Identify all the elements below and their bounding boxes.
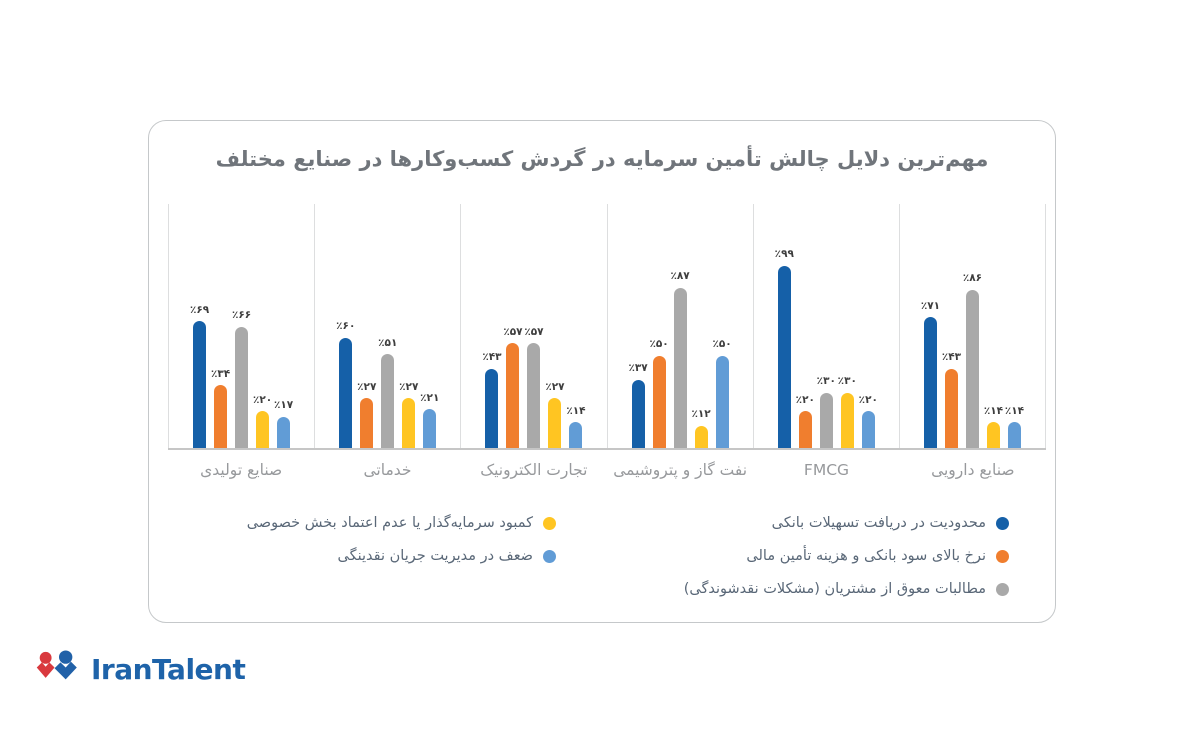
bar-series-4 bbox=[695, 426, 708, 448]
legend-dot-icon bbox=[543, 517, 556, 530]
bar-series-2 bbox=[799, 411, 812, 448]
category-label: خدماتی bbox=[363, 461, 412, 479]
bar-group-item bbox=[670, 270, 690, 448]
bar-series-5 bbox=[1008, 422, 1021, 448]
bar-group-item bbox=[189, 303, 210, 449]
bar-group-item bbox=[566, 404, 586, 448]
legend-column-left bbox=[247, 515, 556, 564]
chart-title: مهم‌ترین دلایل چالش تأمین سرمایه در گردش کسب‌وکارها در صنایع مختلف bbox=[215, 147, 989, 171]
bar-series-4 bbox=[548, 398, 561, 448]
bar-series-2 bbox=[214, 385, 227, 448]
bar-group-item bbox=[691, 408, 711, 448]
bar-series-1 bbox=[193, 321, 206, 448]
bar-value-label: ٪۲۰ bbox=[858, 393, 878, 406]
category-panel bbox=[607, 204, 753, 448]
legend-dot-icon bbox=[996, 550, 1009, 563]
bar-group-item bbox=[545, 380, 565, 448]
bar-group-item bbox=[858, 393, 878, 448]
bar-value-label: ٪۴۳ bbox=[941, 351, 962, 364]
bar-value-label: ٪۲۷ bbox=[357, 380, 377, 393]
bar-value-label: ٪۶۰ bbox=[336, 320, 356, 333]
chart-card bbox=[148, 120, 1056, 623]
bar-series-1 bbox=[924, 317, 937, 448]
irantalent-logo bbox=[36, 648, 245, 690]
category-panel bbox=[753, 204, 899, 448]
bar-series-1 bbox=[632, 380, 645, 448]
bar-value-label: ٪۲۰ bbox=[795, 393, 815, 406]
category-label: صنایع دارویی bbox=[931, 461, 1015, 479]
bar-group-item bbox=[336, 320, 356, 448]
bar-group-item bbox=[420, 391, 440, 448]
category-panel bbox=[314, 204, 460, 448]
bar-value-label: ٪۲۷ bbox=[399, 380, 419, 393]
bar-value-label: ٪۱۲ bbox=[691, 408, 711, 421]
bar-group-item bbox=[649, 338, 669, 448]
category-label: صنایع تولیدی bbox=[200, 461, 283, 479]
category-label: نفت گاز و پتروشیمی bbox=[613, 461, 748, 479]
legend-label: نرخ بالای سود بانکی و هزینه تأمین مالی bbox=[746, 548, 986, 564]
bar-series-4 bbox=[402, 398, 415, 448]
bar-group-item bbox=[252, 393, 273, 448]
bar-series-3 bbox=[235, 327, 248, 448]
bar-group-item bbox=[378, 336, 398, 448]
bar-series-2 bbox=[506, 343, 519, 448]
category-panel bbox=[168, 204, 314, 448]
bar-value-label: ٪۳۷ bbox=[628, 362, 648, 375]
bar-value-label: ٪۲۷ bbox=[545, 380, 565, 393]
bar-group-item bbox=[774, 248, 794, 448]
bar-series-3 bbox=[820, 393, 833, 448]
bar-group-item bbox=[795, 393, 815, 448]
bar-group-item bbox=[983, 404, 1004, 448]
person-icon-red-body bbox=[37, 662, 55, 678]
person-icon-blue-body bbox=[55, 662, 77, 680]
bar-value-label: ٪۳۰ bbox=[816, 375, 836, 388]
bar-value-label: ٪۵۰ bbox=[649, 338, 669, 351]
legend-column-right bbox=[684, 515, 1009, 597]
bar-series-5 bbox=[423, 409, 436, 448]
bar-group-item bbox=[210, 367, 231, 448]
bar-value-label: ٪۶۹ bbox=[189, 303, 210, 316]
bar-value-label: ٪۵۷ bbox=[524, 325, 544, 338]
bar-value-label: ٪۶۶ bbox=[231, 309, 252, 322]
bar-group-item bbox=[628, 362, 648, 448]
bar-series-2 bbox=[653, 356, 666, 448]
bar-group-item bbox=[524, 325, 544, 448]
legend-label: ضعف در مدیریت جریان نقدینگی bbox=[337, 548, 533, 564]
bar-value-label: ٪۱۴ bbox=[1004, 404, 1025, 417]
bar-group-item bbox=[962, 272, 983, 448]
bar-value-label: ٪۵۷ bbox=[503, 325, 523, 338]
bar-group-item bbox=[482, 351, 502, 448]
bar-series-1 bbox=[778, 266, 791, 448]
bar-group-item bbox=[941, 351, 962, 448]
category-panel bbox=[899, 204, 1046, 448]
bar-value-label: ٪۳۴ bbox=[210, 367, 231, 380]
category-label: FMCG bbox=[803, 461, 850, 479]
bar-value-label: ٪۱۴ bbox=[983, 404, 1004, 417]
category-labels-row bbox=[168, 461, 1046, 479]
legend-item bbox=[684, 515, 1009, 531]
category-label: تجارت الکترونیک bbox=[480, 461, 588, 479]
bar-series-3 bbox=[527, 343, 540, 448]
legend-item bbox=[684, 581, 1009, 597]
bar-group-item bbox=[816, 375, 836, 448]
bar-group-item bbox=[712, 338, 732, 448]
bar-group-item bbox=[920, 299, 941, 448]
bar-value-label: ٪۲۱ bbox=[420, 391, 440, 404]
bar-value-label: ٪۸۷ bbox=[670, 270, 690, 283]
bar-group-item bbox=[399, 380, 419, 448]
legend-label: کمبود سرمایه‌گذار یا عدم اعتماد بخش خصوصی bbox=[246, 515, 533, 531]
irantalent-logo-mark bbox=[36, 648, 82, 690]
bar-value-label: ٪۱۷ bbox=[273, 399, 294, 412]
bar-group-item bbox=[1004, 404, 1025, 448]
bar-series-5 bbox=[277, 417, 290, 448]
legend-dot-icon bbox=[543, 550, 556, 563]
bar-series-3 bbox=[674, 288, 687, 448]
bar-value-label: ٪۷۱ bbox=[920, 299, 941, 312]
legend-dot-icon bbox=[996, 517, 1009, 530]
bar-group-item bbox=[837, 375, 857, 448]
bar-series-3 bbox=[966, 290, 979, 448]
legend-item bbox=[684, 548, 1009, 564]
bar-series-1 bbox=[339, 338, 352, 448]
bar-value-label: ٪۳۰ bbox=[837, 375, 857, 388]
legend-label: مطالبات معوق از مشتریان (مشکلات نقدشوندگی) bbox=[683, 581, 986, 597]
bar-series-4 bbox=[841, 393, 854, 448]
irantalent-logo-text: IranTalent bbox=[91, 652, 246, 686]
legend-item bbox=[247, 548, 556, 564]
bar-value-label: ٪۴۳ bbox=[482, 351, 502, 364]
bar-series-4 bbox=[256, 411, 269, 448]
legend-label: محدودیت در دریافت تسهیلات بانکی bbox=[771, 515, 986, 531]
category-panel bbox=[460, 204, 606, 448]
bar-series-2 bbox=[945, 369, 958, 448]
bar-series-2 bbox=[360, 398, 373, 448]
person-icon-blue-head bbox=[59, 650, 72, 663]
bar-value-label: ٪۸۶ bbox=[962, 272, 983, 285]
bar-value-label: ٪۲۰ bbox=[252, 393, 273, 406]
bar-value-label: ٪۵۱ bbox=[378, 336, 398, 349]
bar-group-item bbox=[357, 380, 377, 448]
bar-group-item bbox=[503, 325, 523, 448]
bar-series-5 bbox=[569, 422, 582, 448]
bar-group-item bbox=[231, 309, 252, 448]
legend-dot-icon bbox=[996, 583, 1009, 596]
bar-value-label: ٪۵۰ bbox=[712, 338, 732, 351]
plot-area bbox=[168, 204, 1046, 450]
bar-series-5 bbox=[716, 356, 729, 448]
bar-series-1 bbox=[485, 369, 498, 448]
bar-series-5 bbox=[862, 411, 875, 448]
bar-value-label: ٪۱۴ bbox=[566, 404, 586, 417]
bar-group-item bbox=[273, 399, 294, 448]
bar-series-3 bbox=[381, 354, 394, 448]
bar-series-4 bbox=[987, 422, 1000, 448]
legend-item bbox=[247, 515, 556, 531]
person-icon-red-head bbox=[40, 652, 52, 664]
bar-value-label: ٪۹۹ bbox=[774, 248, 794, 261]
